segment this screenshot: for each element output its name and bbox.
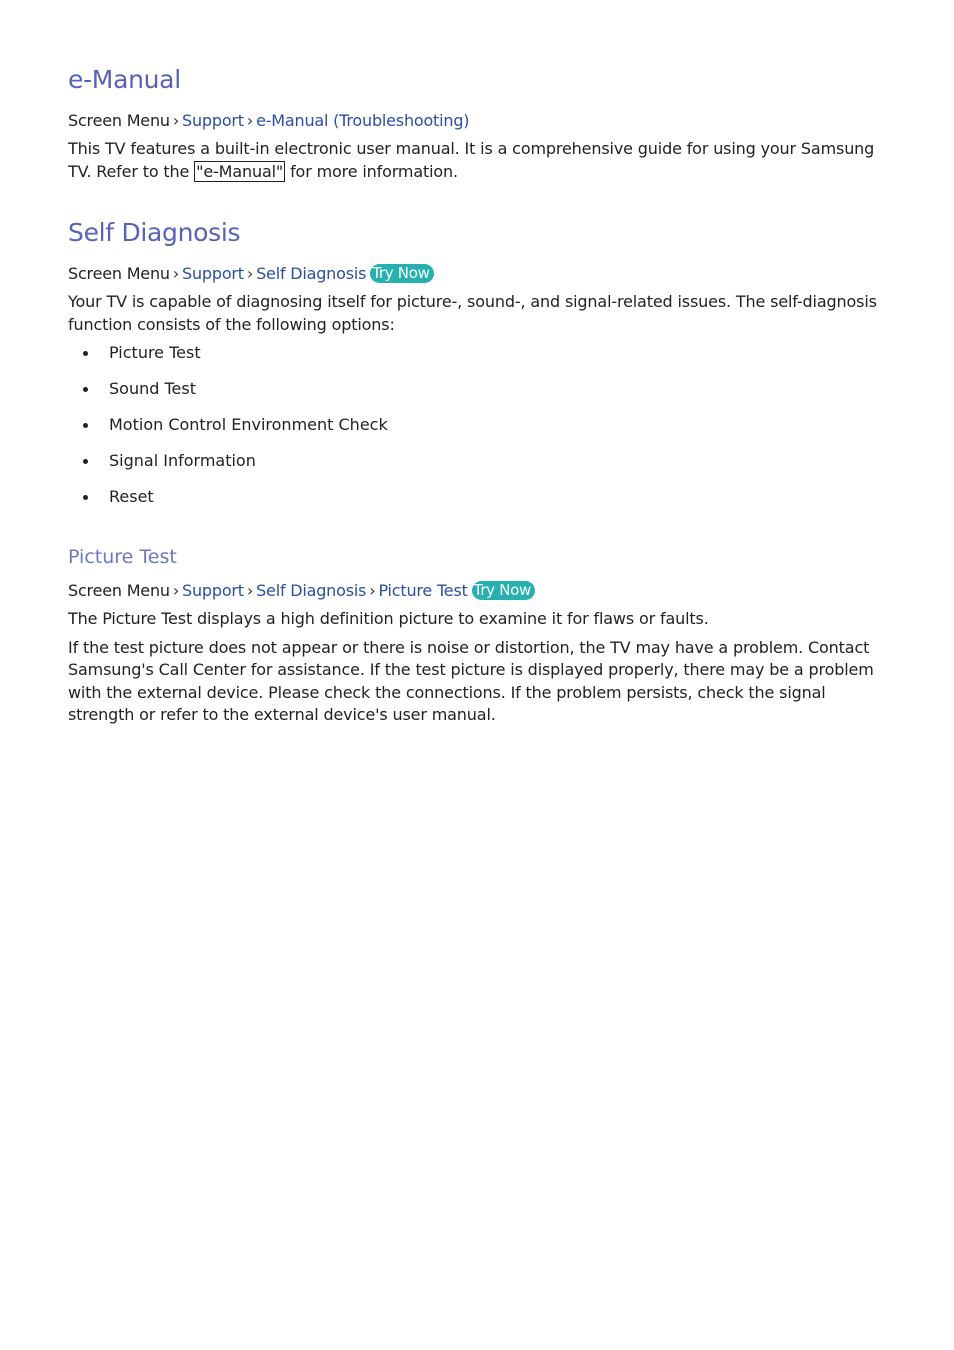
picture-test-paragraph-1: The Picture Test displays a high definition picture to examine it for flaws or faults.: [68, 609, 709, 628]
path-link-support[interactable]: Support: [182, 111, 244, 130]
self-diagnosis-description: Your TV is capable of diagnosing itself for picture-, sound-, and signal-related issues. The self-diagnosis function consists of the following options:: [68, 292, 877, 334]
try-now-button[interactable]: Try Now: [370, 264, 433, 283]
path-link-self-diagnosis[interactable]: Self Diagnosis: [256, 264, 367, 283]
section-emanual: [68, 58, 888, 183]
list-item: Motion Control Environment Check: [68, 414, 888, 436]
list-item: Signal Information: [68, 450, 888, 472]
list-item: Picture Test: [68, 342, 888, 364]
self-diagnosis-options-list: [68, 342, 888, 508]
menu-path-emanual: [68, 110, 888, 132]
chevron-right-icon: ›: [172, 581, 180, 600]
bullet-icon: [83, 495, 88, 500]
chevron-right-icon: ›: [172, 111, 180, 130]
manual-page: [68, 58, 888, 727]
path-link-picture-test[interactable]: Picture Test: [378, 581, 468, 600]
chevron-right-icon: ›: [369, 581, 376, 600]
chevron-right-icon: ›: [246, 264, 254, 283]
emanual-description: This TV features a built-in electronic user manual. It is a comprehensive guide for using your Samsung TV. Refer to the "e-Manual" for more information.: [68, 139, 875, 181]
path-link-self-diagnosis[interactable]: Self Diagnosis: [256, 581, 367, 600]
bullet-icon: [83, 351, 88, 356]
bullet-icon: [83, 387, 88, 392]
chevron-right-icon: ›: [246, 111, 254, 130]
section-title-emanual: e-Manual: [68, 65, 181, 94]
path-root: Screen Menu: [68, 581, 170, 600]
list-item: Reset: [68, 486, 888, 508]
menu-path-self-diagnosis: [68, 263, 888, 285]
subsection-title-picture-test: Picture Test: [68, 546, 177, 568]
emanual-reference-link[interactable]: "e-Manual": [196, 161, 284, 181]
list-item: Sound Test: [68, 378, 888, 400]
menu-path-picture-test: [68, 580, 888, 602]
path-link-support[interactable]: Support: [182, 264, 244, 283]
section-picture-test: [68, 542, 888, 727]
path-link-support[interactable]: Support: [182, 581, 244, 600]
chevron-right-icon: ›: [172, 264, 180, 283]
section-self-diagnosis: [68, 211, 888, 508]
path-link-emanual-troubleshooting[interactable]: e-Manual (Troubleshooting): [256, 111, 470, 130]
bullet-icon: [83, 423, 88, 428]
path-root: Screen Menu: [68, 111, 170, 130]
try-now-button[interactable]: Try Now: [472, 581, 535, 600]
picture-test-paragraph-2: If the test picture does not appear or there is noise or distortion, the TV may have a problem. Contact Samsung's Call Center for assistance. If the test picture is displayed properly, there may be a problem with the external device. Please check the connections. If the problem persists, check the signal strength or refer to the external device's user manual.: [68, 637, 874, 724]
bullet-icon: [83, 459, 88, 464]
section-title-self-diagnosis: Self Diagnosis: [68, 218, 241, 247]
chevron-right-icon: ›: [246, 581, 254, 600]
path-root: Screen Menu: [68, 264, 170, 283]
